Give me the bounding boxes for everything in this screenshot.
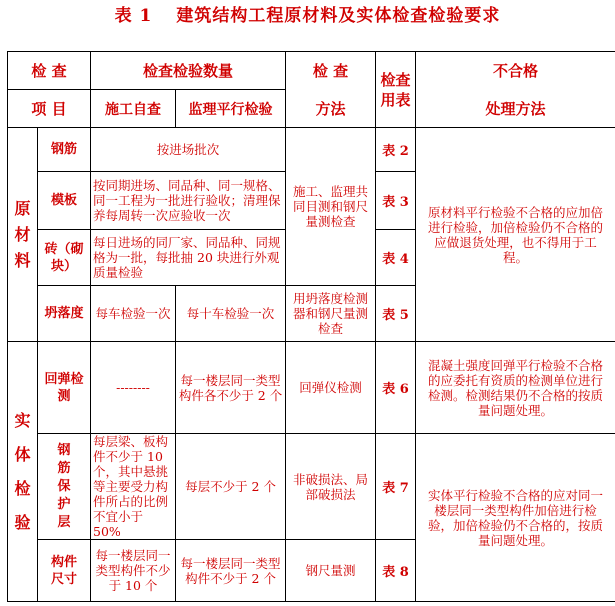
group-entity-label: 实体检验 xyxy=(14,410,31,532)
row-rebar-item: 钢筋 xyxy=(38,128,91,172)
row-formwork-quantity: 按同期进场、同品种、同一规格、同一工程为一批进行验收；清理保养每周转一次应验收一次 xyxy=(91,172,286,230)
row-rebar-quantity: 按进场批次 xyxy=(91,128,286,172)
row-brick-form: 表 4 xyxy=(376,230,416,286)
group-raw-label: 原材料 xyxy=(14,198,31,270)
inspection-table xyxy=(7,51,615,602)
row-rebound-supervision: 每一楼层同一类型构件各不少于 2 个 xyxy=(176,342,286,434)
header-method-line1: 检 查 xyxy=(312,61,349,80)
row-size-label: 构件尺寸 xyxy=(50,554,77,587)
group-entity-inspection xyxy=(8,342,38,602)
header-method xyxy=(286,52,376,128)
row-size-self: 每一楼层同一类型构件不少于 10 个 xyxy=(91,540,176,602)
row-size-supervision: 每一楼层同一类型构件不少于 2 个 xyxy=(176,540,286,602)
row-cover-self: 每层梁、板构件不少于 10 个，其中悬挑等主要受力构件所占的比例不宜小于 50% xyxy=(91,434,176,540)
row-rebound-item: 回弹检测 xyxy=(38,342,91,434)
header-quantity: 检查检验数量 xyxy=(91,52,286,90)
header-disposal xyxy=(416,52,615,128)
row-size-method: 钢尺量测 xyxy=(286,540,376,602)
raw-disposal: 原材料平行检验不合格的应加倍进行检验，加倍检验仍不合格的应做退货处理，也不得用于工程。 xyxy=(416,128,615,342)
header-form-line1: 检查 xyxy=(380,70,411,89)
header-method-line2: 方法 xyxy=(315,99,346,118)
row-slump-form: 表 5 xyxy=(376,286,416,342)
header-disposal-line2: 处理方法 xyxy=(485,99,546,118)
row-rebound-self: -------- xyxy=(91,342,176,434)
row-slump-supervision: 每十车检验一次 xyxy=(176,286,286,342)
table-number: 表 1 xyxy=(114,6,153,26)
entity-disposal: 实体平行检验不合格的应对同一楼层同一类型构件加倍进行检验，加倍检验仍不合格的，按质量问题处理。 xyxy=(416,434,615,602)
row-cover-form: 表 7 xyxy=(376,434,416,540)
row-slump-self: 每车检验一次 xyxy=(91,286,176,342)
header-item xyxy=(8,52,91,90)
row-slump-method: 用坍落度检测器和钢尺量测检查 xyxy=(286,286,376,342)
raw-method: 施工、监理共同目测和钢尺量测检查 xyxy=(286,128,376,286)
header-supervision: 监理平行检验 xyxy=(176,90,286,128)
header-item-line1: 检 查 xyxy=(31,61,67,80)
header-form-line2: 用表 xyxy=(380,90,411,109)
table-title xyxy=(0,0,615,40)
header-item-2: 项 目 xyxy=(8,90,91,128)
group-raw-materials xyxy=(8,128,38,342)
header-self-check: 施工自查 xyxy=(91,90,176,128)
row-rebound-method: 回弹仪检测 xyxy=(286,342,376,434)
row-size-form: 表 8 xyxy=(376,540,416,602)
row-formwork-form: 表 3 xyxy=(376,172,416,230)
header-disposal-line1: 不合格 xyxy=(493,61,539,80)
table-caption: 建筑结构工程原材料及实体检查检验要求 xyxy=(176,6,501,26)
row-rebar-form: 表 2 xyxy=(376,128,416,172)
row-cover-supervision: 每层不少于 2 个 xyxy=(176,434,286,540)
row-size-item xyxy=(38,540,91,602)
row-brick-quantity: 每日进场的同厂家、同品种、同规格为一批，每批抽 20 块进行外观质量检验 xyxy=(91,230,286,286)
row-rebound-form: 表 6 xyxy=(376,342,416,434)
row-formwork-item: 模板 xyxy=(38,172,91,230)
row-brick-item: 砖（砌块） xyxy=(38,230,91,286)
row-cover-method: 非破损法、局部破损法 xyxy=(286,434,376,540)
row-slump-item: 坍落度 xyxy=(38,286,91,342)
row-cover-item xyxy=(38,434,91,540)
rebound-disposal: 混凝土强度回弹平行检验不合格的应委托有资质的检测单位进行检测。检测结果仍不合格的按质量问题处理。 xyxy=(416,342,615,434)
row-cover-label: 钢筋保护层 xyxy=(57,442,71,530)
header-form xyxy=(376,52,416,128)
